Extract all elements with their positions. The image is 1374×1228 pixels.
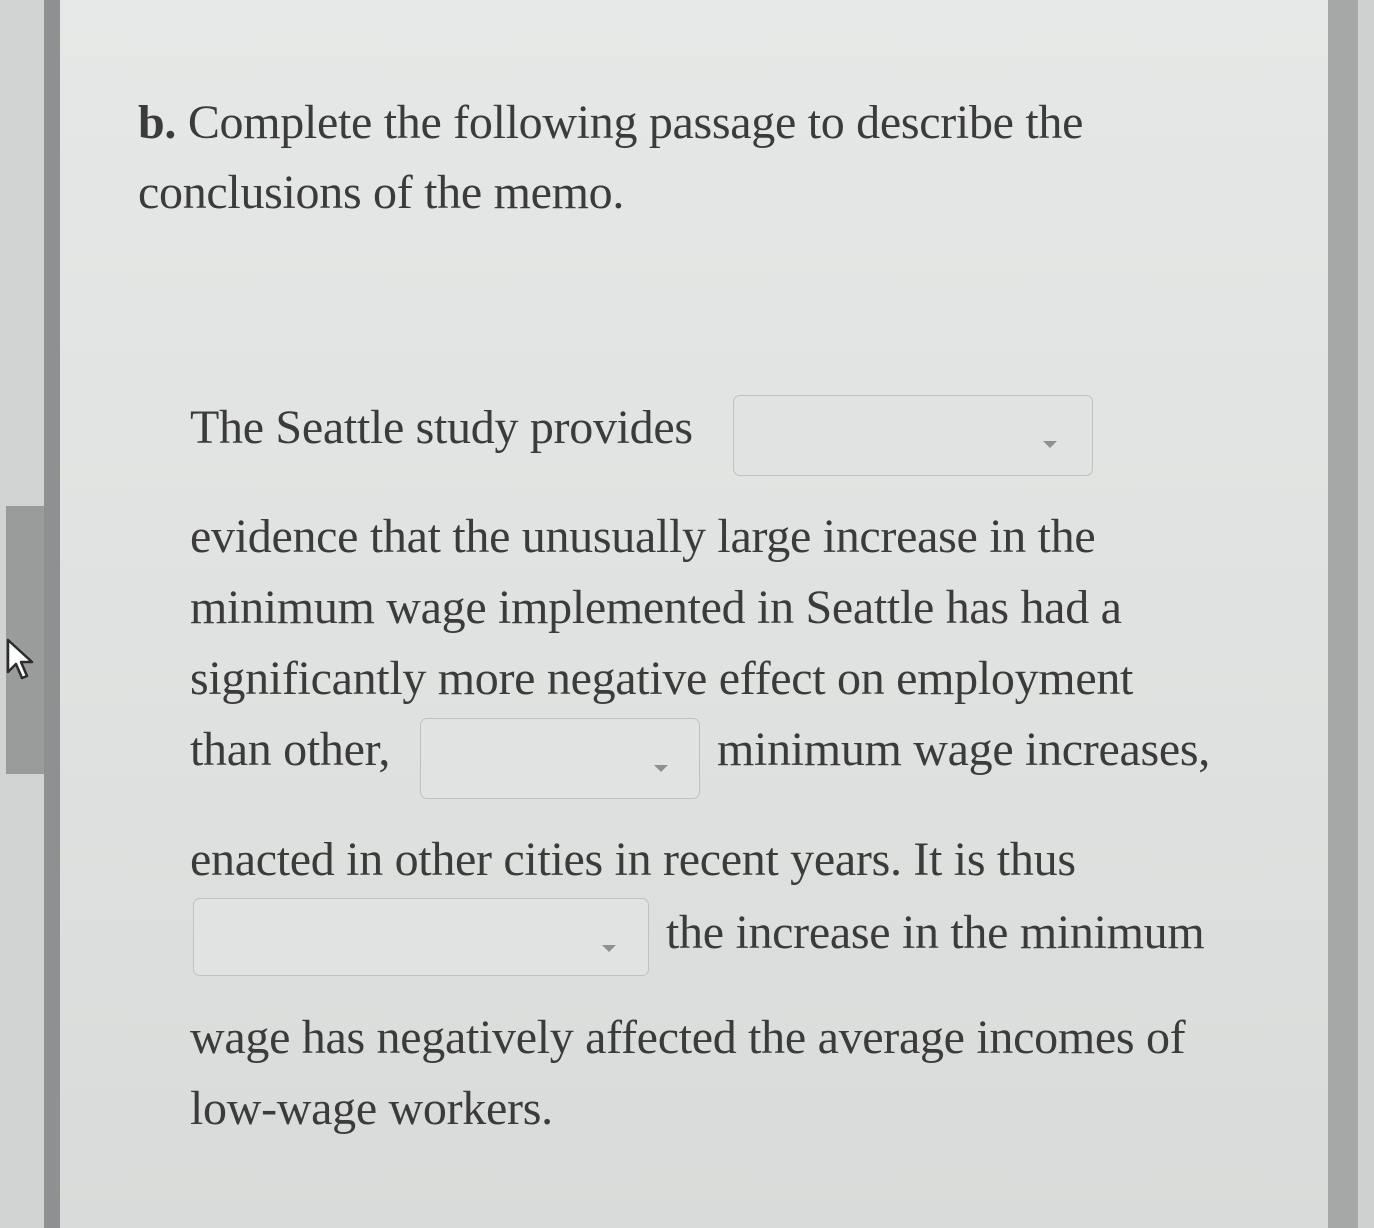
passage-line-6: enacted in other cities in recent years. It is thus — [190, 833, 1076, 886]
left-border-rule — [44, 0, 60, 1228]
passage-line-1: The Seattle study provides — [190, 401, 693, 454]
chevron-down-icon — [1043, 441, 1057, 448]
question-text-line1: Complete the following passage to describe the — [187, 96, 1084, 149]
mouse-pointer-icon — [4, 636, 40, 684]
question-label: b. — [138, 96, 177, 149]
conclusion-likelihood-dropdown[interactable] — [193, 898, 649, 976]
question-text-line2: conclusions of the memo. — [138, 166, 625, 219]
passage-line-8: wage has negatively affected the average incomes of — [190, 1011, 1186, 1064]
evidence-strength-dropdown[interactable] — [733, 395, 1093, 476]
right-edge — [1358, 0, 1374, 1228]
passage-line-4: significantly more negative effect on employment — [190, 652, 1134, 705]
question-prompt — [138, 88, 1218, 228]
passage-line-5-end: minimum wage increases, — [717, 723, 1210, 776]
increase-size-dropdown[interactable] — [420, 718, 700, 799]
passage-line-5-start: than other, — [190, 723, 391, 776]
passage-line-2: evidence that the unusually large increase in the — [190, 510, 1096, 563]
chevron-down-icon — [654, 765, 668, 772]
passage-line-7: the increase in the minimum — [666, 906, 1205, 959]
chevron-down-icon — [602, 945, 616, 952]
right-border-rule — [1328, 0, 1358, 1228]
passage-line-9: low-wage workers. — [190, 1082, 553, 1135]
passage-line-3: minimum wage implemented in Seattle has had a — [190, 581, 1122, 634]
